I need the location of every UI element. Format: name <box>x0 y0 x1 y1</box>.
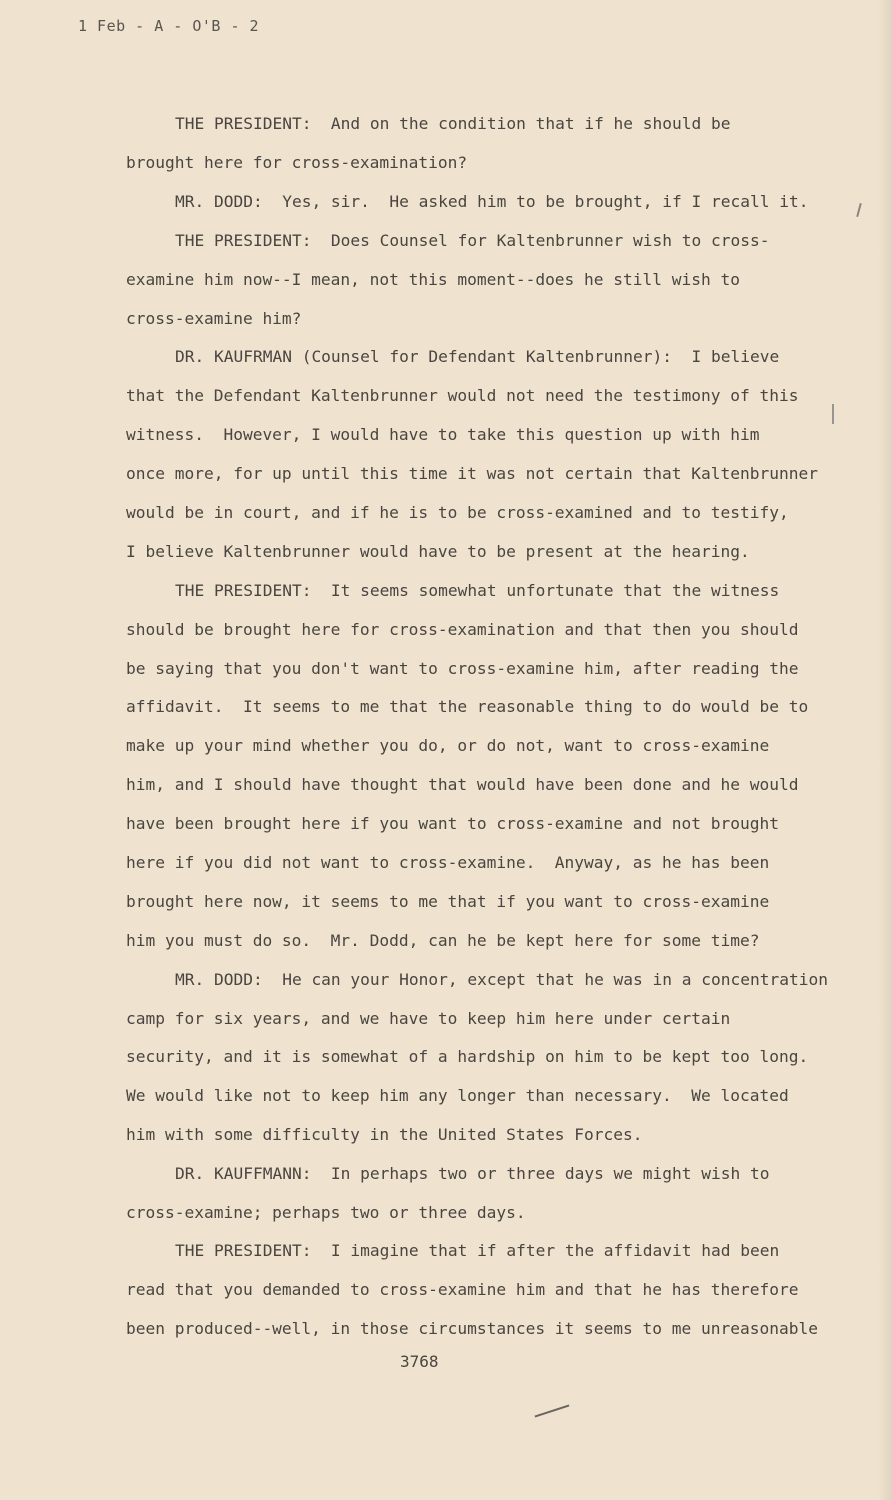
text-line: cross-examine; perhaps two or three days. <box>126 1203 526 1222</box>
text-line: DR. KAUFRMAN (Counsel for Defendant Kaltenbrunner): I believe <box>175 347 780 366</box>
text-line: him you must do so. Mr. Dodd, can he be kept here for some time? <box>126 931 760 950</box>
text-line: MR. DODD: Yes, sir. He asked him to be brought, if I recall it. <box>175 192 809 211</box>
page-header: 1 Feb - A - O'B - 2 <box>78 17 260 35</box>
text-line: brought here now, it seems to me that if you want to cross-examine <box>126 892 770 911</box>
text-line: security, and it is somewhat of a hardship on him to be kept too long. <box>126 1047 809 1066</box>
text-line: THE PRESIDENT: And on the condition that if he should be <box>175 114 731 133</box>
text-line: THE PRESIDENT: I imagine that if after the affidavit had been <box>175 1241 780 1260</box>
pencil-mark <box>535 1404 570 1417</box>
text-line: THE PRESIDENT: Does Counsel for Kaltenbrunner wish to cross- <box>175 231 770 250</box>
text-line: make up your mind whether you do, or do not, want to cross-examine <box>126 736 770 755</box>
text-line: him with some difficulty in the United States Forces. <box>126 1125 643 1144</box>
text-line: would be in court, and if he is to be cross-examined and to testify, <box>126 503 789 522</box>
text-line: be saying that you don't want to cross-examine him, after reading the <box>126 659 799 678</box>
text-line: once more, for up until this time it was not certain that Kaltenbrunner <box>126 464 818 483</box>
pencil-mark <box>856 203 862 217</box>
text-line: cross-examine him? <box>126 309 302 328</box>
text-line: read that you demanded to cross-examine him and that he has therefore <box>126 1280 799 1299</box>
text-line: here if you did not want to cross-examine. Anyway, as he has been <box>126 853 770 872</box>
text-line: him, and I should have thought that would have been done and he would <box>126 775 799 794</box>
text-line: witness. However, I would have to take this question up with him <box>126 425 760 444</box>
text-line: been produced--well, in those circumstances it seems to me unreasonable <box>126 1319 818 1338</box>
text-line: examine him now--I mean, not this moment--does he still wish to <box>126 270 740 289</box>
pencil-mark <box>832 404 834 424</box>
text-line: affidavit. It seems to me that the reasonable thing to do would be to <box>126 697 809 716</box>
text-line: have been brought here if you want to cross-examine and not brought <box>126 814 779 833</box>
text-line: I believe Kaltenbrunner would have to be present at the hearing. <box>126 542 750 561</box>
page-number: 3768 <box>400 1352 439 1371</box>
text-line: DR. KAUFFMANN: In perhaps two or three days we might wish to <box>175 1164 770 1183</box>
text-line: that the Defendant Kaltenbrunner would not need the testimony of this <box>126 386 799 405</box>
text-line: camp for six years, and we have to keep him here under certain <box>126 1009 731 1028</box>
text-line: We would like not to keep him any longer than necessary. We located <box>126 1086 789 1105</box>
text-line: should be brought here for cross-examination and that then you should <box>126 620 799 639</box>
text-line: brought here for cross-examination? <box>126 153 468 172</box>
text-line: THE PRESIDENT: It seems somewhat unfortunate that the witness <box>175 581 780 600</box>
text-line: MR. DODD: He can your Honor, except that he was in a concentration <box>175 970 828 989</box>
